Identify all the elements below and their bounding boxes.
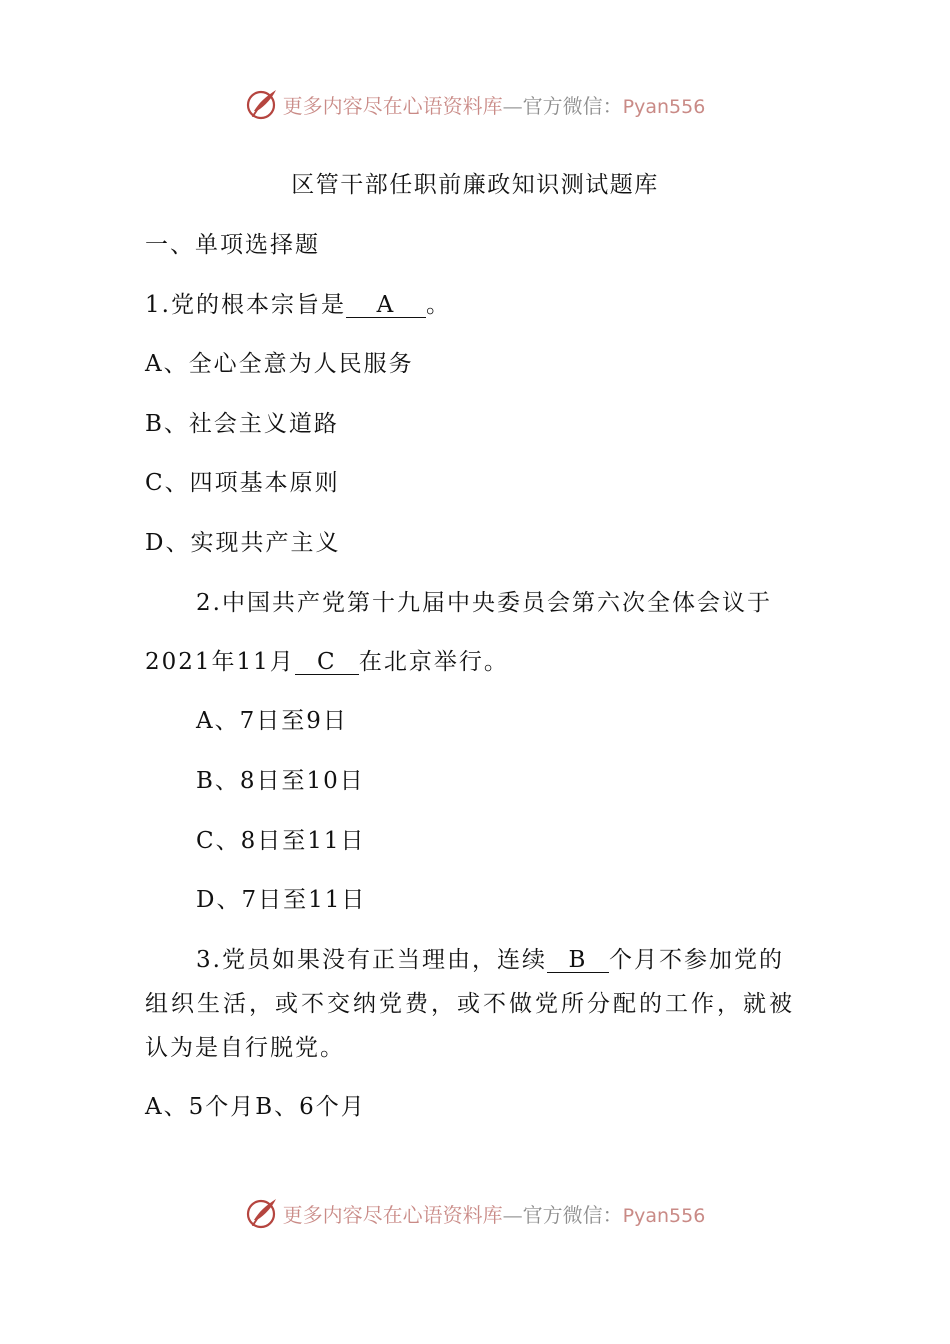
question-3-line-1 bbox=[196, 945, 784, 975]
question-3-line-3: 认为是自行脱党。 bbox=[145, 1035, 345, 1061]
question-3-answer: B bbox=[547, 948, 609, 973]
question-1-stem bbox=[145, 290, 451, 320]
question-2-date: 2021年11月 bbox=[145, 649, 295, 675]
watermark-label: 官方微信： bbox=[522, 93, 623, 118]
watermark-id: Pyan556 bbox=[622, 1204, 706, 1227]
question-2-end: 在北京举行。 bbox=[358, 649, 509, 675]
question-1-option-b: B、社会主义道路 bbox=[145, 411, 339, 437]
watermark-text bbox=[283, 1199, 706, 1228]
watermark-banner-top bbox=[0, 82, 950, 126]
watermark-separator: — bbox=[502, 93, 523, 118]
question-1-option-c: C、四项基本原则 bbox=[145, 470, 340, 496]
question-3-text-end: 个月不参加党的 bbox=[608, 947, 784, 973]
watermark-separator: — bbox=[502, 1202, 523, 1227]
question-1-option-a: A、全心全意为人民服务 bbox=[145, 351, 414, 377]
question-2-option-d: D、7日至11日 bbox=[196, 887, 367, 913]
question-1-end: 。 bbox=[425, 292, 451, 318]
document-title: 区管干部任职前廉政知识测试题库 bbox=[291, 172, 659, 198]
watermark-id: Pyan556 bbox=[622, 95, 706, 118]
question-2-line-1: 2.中国共产党第十九届中央委员会第六次全体会议于 bbox=[196, 590, 772, 616]
question-2-option-c: C、8日至11日 bbox=[196, 828, 366, 854]
question-2-answer: C bbox=[295, 650, 359, 675]
watermark-main: 更多内容尽在心语资料库 bbox=[282, 1202, 503, 1227]
question-2-option-b: B、8日至10日 bbox=[196, 768, 365, 794]
question-3-text: 3.党员如果没有正当理由，连续 bbox=[196, 947, 547, 973]
question-1-answer: A bbox=[346, 293, 426, 318]
watermark-banner-bottom bbox=[0, 1191, 950, 1235]
watermark-label: 官方微信： bbox=[522, 1202, 623, 1227]
section-heading: 一、单项选择题 bbox=[145, 232, 320, 258]
question-3-line-2: 组织生活，或不交纳党费，或不做党所分配的工作，就被 bbox=[145, 991, 795, 1017]
question-1-option-d: D、实现共产主义 bbox=[145, 530, 341, 556]
question-2-option-a: A、7日至9日 bbox=[196, 708, 348, 734]
question-3-options: A、5个月B、6个月 bbox=[145, 1094, 366, 1120]
quill-logo-icon bbox=[245, 1196, 279, 1230]
question-1-text: 1.党的根本宗旨是 bbox=[145, 292, 346, 318]
watermark-text bbox=[283, 90, 706, 119]
watermark-main: 更多内容尽在心语资料库 bbox=[282, 93, 503, 118]
quill-logo-icon bbox=[245, 87, 279, 121]
question-2-line-2 bbox=[145, 647, 509, 677]
